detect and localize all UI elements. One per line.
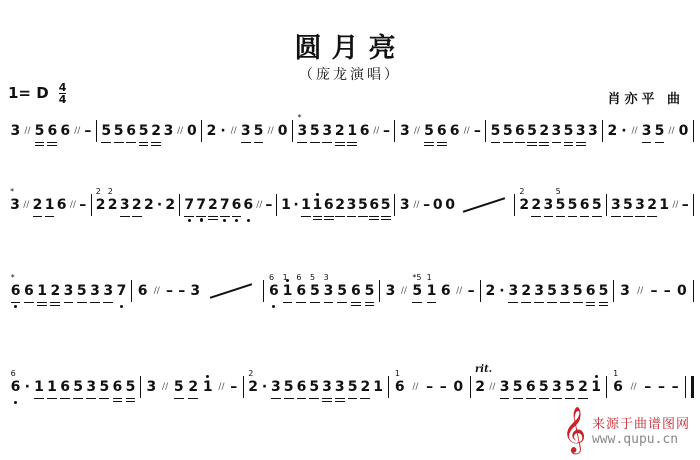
jianpu-note: 1 — [313, 192, 323, 218]
jianpu-note: – — [165, 283, 173, 299]
grace-note: 6 — [296, 273, 302, 282]
jianpu-note: – — [650, 283, 658, 299]
jianpu-note: 2 — [208, 192, 218, 218]
jianpu-note: 2 — [531, 192, 541, 218]
jianpu-note: 6 — [324, 192, 334, 218]
jianpu-note: 5 — [564, 118, 574, 144]
octave-dot — [316, 193, 319, 196]
jianpu-note: 0 — [277, 123, 288, 139]
jianpu-note: 3 — [241, 118, 251, 144]
jianpu-note: 5 — [337, 278, 347, 304]
grace-note: 6 — [269, 273, 275, 282]
jianpu-note: 3 — [642, 118, 652, 144]
jianpu-note: 3 — [534, 278, 544, 304]
measure — [180, 192, 276, 218]
jianpu-note: 7 — [196, 192, 206, 218]
jianpu-note: 3 — [560, 278, 570, 304]
jianpu-note: 7 — [220, 192, 230, 218]
grace-note: 2 — [248, 369, 254, 378]
watermark-url: www.qupu.cn — [591, 432, 679, 447]
key-signature — [8, 82, 66, 104]
jianpu-note: – — [671, 379, 679, 395]
jianpu-note: 3 — [322, 118, 332, 144]
measure — [244, 369, 388, 400]
ornament-slash: // — [74, 126, 81, 136]
jianpu-note: 3 — [385, 283, 396, 299]
jianpu-note: 6 6 — [11, 374, 21, 400]
jianpu-note: 5 — [381, 192, 391, 218]
ornament-slash: // — [153, 286, 160, 296]
jianpu-note: 2 — [335, 192, 345, 218]
jianpu-note: 5 — [101, 118, 111, 144]
jianpu-note: 0 — [432, 197, 443, 213]
jianpu-note: 6 — [60, 374, 70, 400]
measure — [471, 374, 606, 400]
jianpu-note: – — [657, 379, 665, 395]
jianpu-note: · — [24, 379, 30, 395]
jianpu-note: 2 — [151, 118, 161, 144]
grace-note: 2 — [95, 187, 101, 196]
jianpu-note: 5 — [655, 118, 665, 144]
jianpu-note: – — [644, 379, 652, 395]
grace-note: 1 — [613, 369, 619, 378]
jianpu-note: 2 — [50, 278, 60, 304]
jianpu-note: 3 — [347, 192, 357, 218]
measure — [6, 187, 91, 218]
performer-subtitle: （庞龙演唱） — [299, 67, 401, 83]
jianpu-note: 6 1 — [613, 369, 623, 395]
jianpu-note: 2 — [578, 374, 588, 400]
jianpu-note: 6 — [437, 118, 447, 144]
jianpu-note: 5 — [592, 192, 602, 218]
jianpu-note: 5 — [99, 374, 109, 400]
ornament-slash: // — [463, 126, 470, 136]
jianpu-note: 5 — [348, 374, 358, 400]
jianpu-note: 2 2 — [519, 187, 530, 213]
jianpu-note: 0 — [186, 123, 197, 139]
jianpu-note: 1 — [347, 118, 357, 144]
measure — [92, 187, 180, 218]
jianpu-note: 5 — [513, 374, 523, 400]
measure — [486, 118, 602, 144]
jianpu-note: 0 — [677, 283, 687, 299]
ornament-slash: // — [373, 126, 380, 136]
jianpu-note: – — [230, 379, 238, 395]
jianpu-note: 5 — [547, 278, 557, 304]
jianpu-note: 5 — [126, 374, 136, 400]
jianpu-note: 5 — [73, 374, 83, 400]
ornament-slash: // — [668, 126, 675, 136]
ritardando-marking: rit. — [475, 364, 493, 375]
glissando-line — [210, 283, 252, 298]
ornament-slash: // — [400, 286, 407, 296]
jianpu-note: – — [473, 123, 481, 139]
measure — [607, 369, 685, 400]
grace-note: 5 — [309, 273, 316, 282]
measure — [97, 118, 201, 144]
jianpu-note: – — [383, 123, 391, 139]
jianpu-note: – — [423, 197, 431, 213]
score-row — [6, 272, 694, 308]
jianpu-note: 3 — [335, 374, 345, 400]
grace-note: * — [297, 113, 302, 122]
measure — [380, 273, 480, 304]
jianpu-note: 6 — [526, 374, 536, 400]
ornament-slash: // — [23, 200, 30, 210]
ornament-slash: // — [256, 200, 263, 210]
jianpu-note: 1 — [591, 374, 601, 400]
jianpu-note: 2 2 — [95, 187, 106, 213]
grace-note: 2 — [107, 187, 113, 196]
jianpu-note: 3 — [552, 374, 562, 400]
jianpu-note: 1 — [281, 197, 291, 213]
jianpu-note: 1 — [37, 278, 47, 304]
glissando-line — [463, 197, 505, 212]
jianpu-note: 3 — [611, 192, 621, 218]
jianpu-note: 5 — [568, 192, 578, 218]
jianpu-note: 3 — [10, 123, 21, 139]
jianpu-note: 6 — [243, 192, 253, 218]
jianpu-note: · — [220, 123, 226, 139]
ornament-slash: // — [413, 200, 420, 210]
jianpu-note: – — [79, 197, 87, 213]
jianpu-note: 3 — [146, 379, 157, 395]
grace-note: *5 — [412, 273, 422, 282]
jianpu-note: 6 — [440, 283, 451, 299]
jianpu-note: 2 — [132, 192, 142, 218]
jianpu-note: 5 — [358, 192, 368, 218]
barline — [693, 280, 694, 302]
jianpu-note: 1 — [373, 379, 384, 395]
jianpu-note: 5 — [539, 374, 549, 400]
jianpu-note: 6 — [232, 192, 242, 218]
jianpu-note: 5 — [77, 278, 87, 304]
jianpu-note: 2 — [521, 278, 531, 304]
jianpu-note: 2 — [144, 197, 154, 213]
jianpu-note: 7 — [117, 278, 127, 304]
measure — [515, 187, 606, 218]
jianpu-note: 2 — [33, 192, 43, 218]
jianpu-note: 3 — [86, 374, 96, 400]
jianpu-note: 5 — [139, 118, 149, 144]
ornament-slash: // — [637, 286, 644, 296]
score-row — [6, 186, 694, 222]
jianpu-note: 3 * — [10, 187, 20, 213]
jianpu-note: 6 — [24, 278, 34, 304]
jianpu-note: 1 — [34, 374, 44, 400]
jianpu-note: 1 — [659, 197, 670, 213]
ornament-slash: // — [24, 126, 31, 136]
ornament-slash: // — [218, 382, 225, 392]
jianpu-note: 5 — [503, 118, 513, 144]
jianpu-note: 2 — [607, 123, 618, 139]
jianpu-note: 1 — [45, 192, 55, 218]
jianpu-note: 5 — [310, 118, 320, 144]
jianpu-note: 3 — [90, 278, 100, 304]
key-label: 1= D — [8, 84, 49, 102]
jianpu-note: 6 — [351, 278, 361, 304]
grace-note: 6 — [10, 369, 16, 378]
jianpu-note: 2 — [485, 283, 496, 299]
jianpu-note: 5 — [365, 278, 375, 304]
grace-note: 3 — [323, 273, 329, 282]
jianpu-note: 2 — [539, 118, 549, 144]
jianpu-note: – — [178, 283, 186, 299]
jianpu-note: 6 — [113, 374, 123, 400]
grace-note: * — [10, 273, 15, 282]
score-row — [6, 112, 694, 148]
jianpu-note: 6 — [297, 374, 307, 400]
measure — [6, 118, 96, 144]
ornament-slash: // — [162, 382, 169, 392]
jianpu-note: 3 — [588, 123, 598, 139]
jianpu-note: 5 — [573, 278, 583, 304]
jianpu-note: 0 — [678, 123, 689, 139]
jianpu-note: 5 — [174, 374, 184, 400]
jianpu-note: 2 — [206, 123, 217, 139]
watermark — [562, 407, 690, 453]
jianpu-note: · — [499, 283, 505, 299]
jianpu-note: 6 — [449, 123, 460, 139]
jianpu-note: 5 *5 — [412, 278, 422, 304]
jianpu-note: 1 — [47, 374, 57, 400]
jianpu-note: 7 — [184, 192, 194, 218]
measure — [481, 278, 613, 304]
octave-dot — [595, 375, 598, 378]
measure — [395, 118, 485, 144]
measure — [603, 118, 693, 144]
barline — [693, 120, 694, 142]
jianpu-note: 6 * — [11, 278, 21, 304]
score-row — [6, 368, 694, 404]
jianpu-note: 3 * — [297, 118, 307, 144]
jianpu-note: 1 1 — [427, 278, 437, 304]
jianpu-note: 2 — [475, 379, 485, 395]
jianpu-note: 2 — [165, 197, 176, 213]
meter-top: 4 — [58, 80, 67, 94]
jianpu-note: · — [261, 379, 268, 395]
jianpu-note: 3 — [399, 197, 410, 213]
jianpu-note: 3 — [500, 374, 510, 400]
jianpu-note: 3 — [400, 123, 410, 139]
grace-note: * — [10, 187, 15, 196]
jianpu-note: 1 1 — [283, 278, 293, 304]
measure — [202, 118, 292, 144]
jianpu-note: – — [467, 283, 475, 299]
jianpu-note: 6 — [137, 283, 148, 299]
grace-note: 1 — [394, 369, 400, 378]
jianpu-note: 3 — [103, 278, 113, 304]
jianpu-note: 1 — [203, 374, 213, 400]
jianpu-note: 5 — [35, 118, 45, 144]
ornament-slash: // — [267, 126, 274, 136]
grace-note: 1 — [282, 273, 288, 282]
ornament-slash: // — [631, 126, 638, 136]
composer: 肖亦平 曲 — [607, 92, 684, 107]
ornament-slash: // — [412, 382, 419, 392]
jianpu-note: 3 — [322, 374, 332, 400]
jianpu-note: 5 — [254, 118, 264, 144]
watermark-text — [592, 413, 690, 447]
measure — [607, 192, 693, 218]
jianpu-note: 5 — [565, 374, 575, 400]
measure — [141, 374, 243, 400]
measure — [293, 113, 394, 144]
jianpu-note: 5 — [284, 374, 294, 400]
grace-note: 2 — [519, 187, 525, 196]
jianpu-note: · — [156, 197, 163, 213]
jianpu-note: 5 — [527, 118, 537, 144]
jianpu-note: 6 — [126, 118, 136, 144]
jianpu-note: 3 — [620, 283, 630, 299]
jianpu-note: 5 — [623, 192, 633, 218]
jianpu-note: 2 2 — [107, 187, 118, 213]
jianpu-note: 3 — [190, 283, 201, 299]
jianpu-note: – — [426, 379, 434, 395]
jianpu-note: 3 — [635, 192, 645, 218]
jianpu-note: 2 2 — [248, 369, 258, 395]
jianpu-note: 3 — [271, 374, 281, 400]
jianpu-note: 3 — [120, 192, 130, 218]
jianpu-note: 6 — [580, 192, 590, 218]
jianpu-note: 5 — [424, 118, 434, 144]
measure — [395, 192, 514, 218]
jianpu-note: 3 — [552, 118, 562, 144]
ornament-slash: // — [630, 382, 637, 392]
jianpu-note: · — [293, 197, 299, 213]
page-title: 圆月亮 — [294, 33, 406, 64]
jianpu-note: 3 — [576, 118, 586, 144]
jianpu-note: – — [681, 197, 689, 213]
jianpu-note: – — [84, 123, 92, 139]
grace-note: 5 — [555, 187, 561, 196]
treble-clef-icon: 𝄞 — [562, 407, 586, 453]
measure — [614, 278, 693, 304]
jianpu-note: 6 — [359, 123, 370, 139]
measure — [264, 273, 379, 304]
ornament-slash: // — [230, 126, 237, 136]
measure — [6, 273, 131, 304]
jianpu-note: 5 — [491, 118, 501, 144]
barline — [693, 194, 694, 216]
jianpu-note: 5 — [114, 118, 124, 144]
meter-bottom: 4 — [58, 92, 67, 106]
jianpu-note: 2 — [647, 192, 657, 218]
jianpu-note: 5 — [599, 278, 609, 304]
jianpu-note: – — [663, 283, 671, 299]
jianpu-note: 5 5 — [310, 278, 320, 304]
jianpu-note: 6 6 — [296, 278, 306, 304]
jianpu-note: 3 — [64, 278, 74, 304]
ornament-slash: // — [69, 200, 76, 210]
jianpu-note: – — [439, 379, 447, 395]
jianpu-note: – — [265, 197, 273, 213]
jianpu-note: 6 — [47, 118, 57, 144]
ornament-slash: // — [489, 382, 496, 392]
time-signature — [59, 82, 67, 105]
barline — [685, 376, 694, 398]
jianpu-note: 0 — [445, 197, 456, 213]
ornament-slash: // — [413, 126, 420, 136]
jianpu-note: 6 — [369, 192, 379, 218]
watermark-cn: 来源于曲谱图网 — [591, 417, 690, 432]
jianpu-note: 6 — [60, 123, 71, 139]
jianpu-note: 6 6 — [269, 278, 279, 304]
jianpu-note: 6 1 — [394, 369, 405, 395]
jianpu-note: 5 5 — [556, 192, 566, 218]
ornament-slash: // — [456, 286, 463, 296]
jianpu-note: 1 — [301, 192, 311, 218]
measure — [389, 369, 470, 400]
measure — [6, 369, 140, 400]
measure — [132, 278, 263, 304]
jianpu-note: 0 — [453, 379, 464, 395]
jianpu-note: 2 — [335, 118, 345, 144]
jianpu-note: 6 — [56, 197, 67, 213]
ornament-slash: // — [672, 200, 679, 210]
jianpu-note: 6 — [586, 278, 596, 304]
jianpu-note: 3 — [508, 278, 518, 304]
jianpu-note: 3 — [544, 192, 554, 218]
octave-dot — [206, 375, 209, 378]
jianpu-note: 3 — [163, 123, 174, 139]
jianpu-note: 2 — [360, 374, 370, 400]
jianpu-note: · — [621, 123, 627, 139]
jianpu-note: 6 — [515, 118, 525, 144]
grace-note: 1 — [426, 273, 432, 282]
jianpu-note: 2 — [188, 374, 198, 400]
ornament-slash: // — [177, 126, 184, 136]
jianpu-note: 5 — [309, 374, 319, 400]
measure — [277, 192, 394, 218]
jianpu-note: 3 3 — [324, 278, 334, 304]
